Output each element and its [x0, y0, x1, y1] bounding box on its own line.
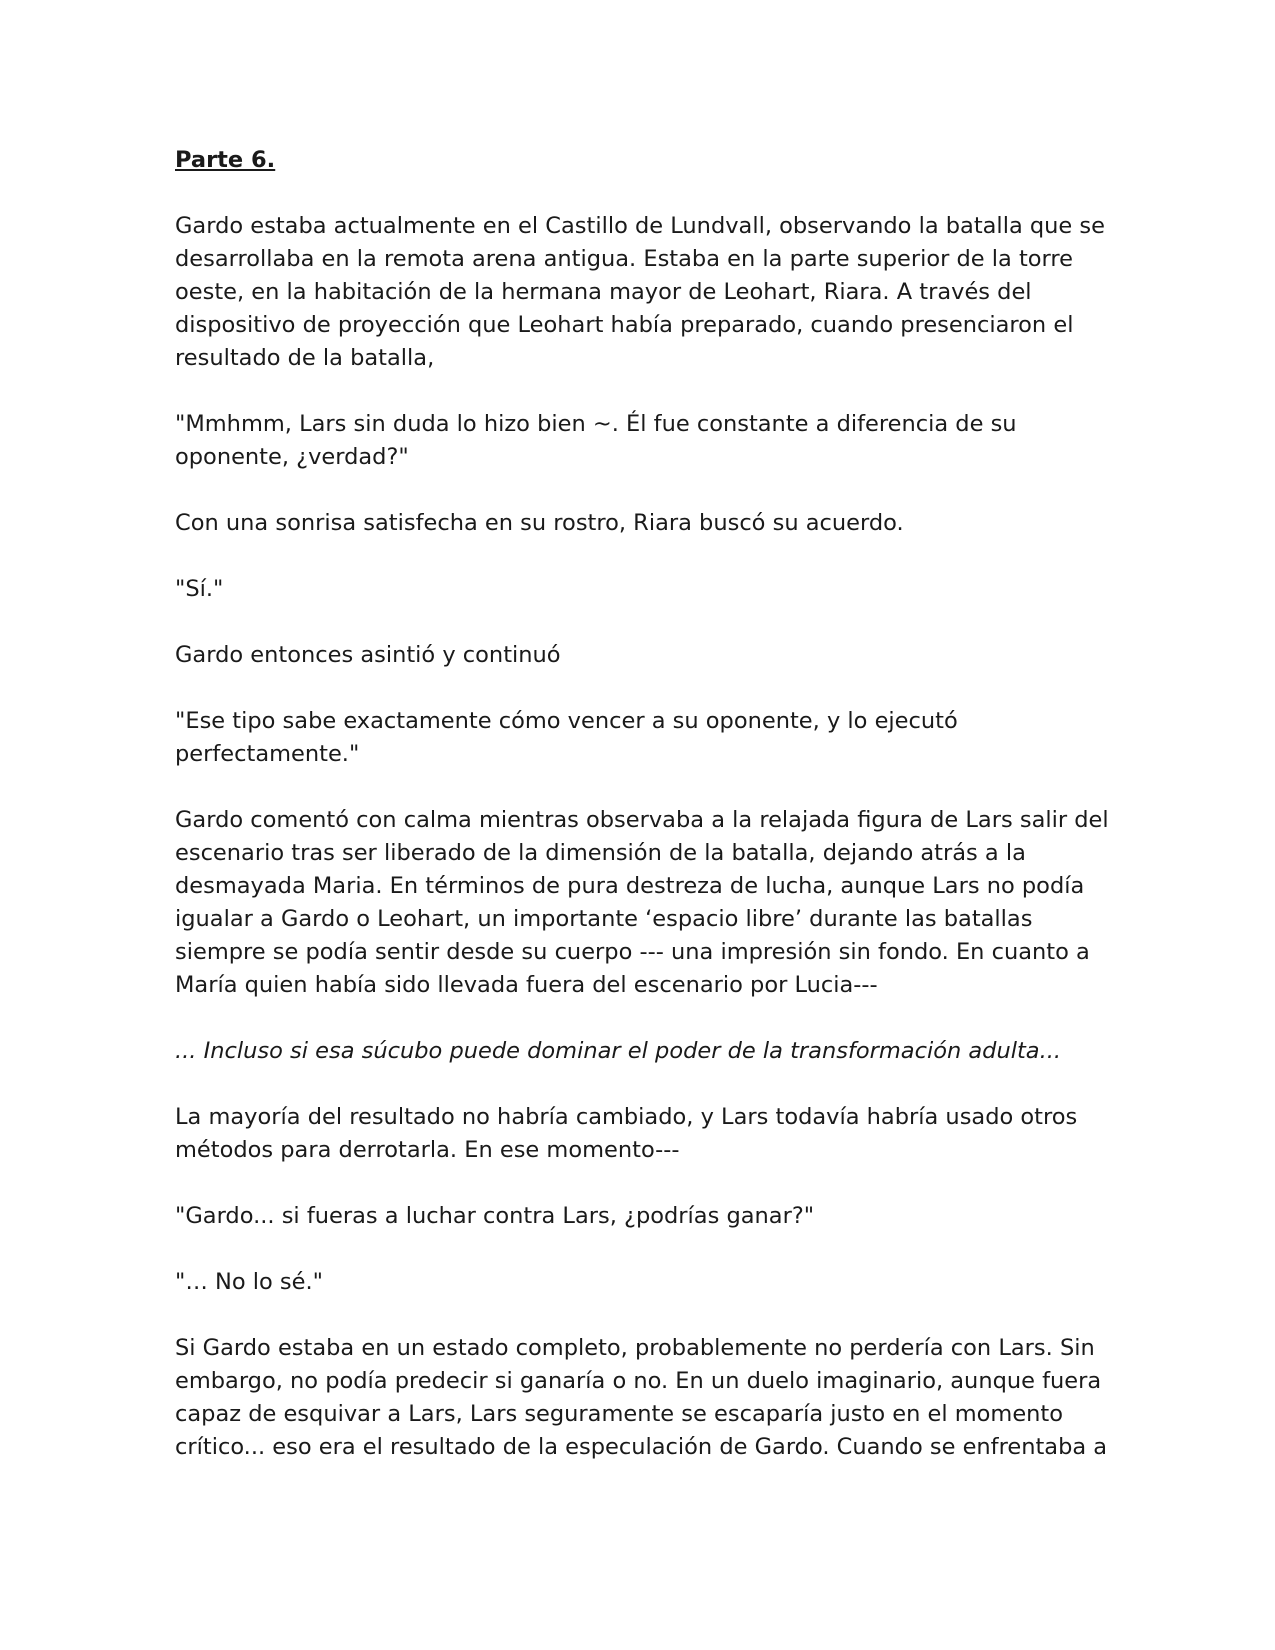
text-line: "Gardo... si fueras a luchar contra Lars, ¿podrías ganar?"	[175, 1203, 815, 1229]
text-line: escenario tras ser liberado de la dimensión de la batalla, dejando atrás a la	[175, 840, 1026, 866]
text-line: "Mmhmm, Lars sin duda lo hizo bien ~. Él fue constante a diferencia de su	[175, 411, 1017, 437]
paragraph	[175, 1332, 1108, 1464]
text-line: "Sí."	[175, 576, 224, 602]
text-line: María quien había sido llevada fuera del escenario por Lucia---	[175, 972, 878, 998]
paragraph	[175, 804, 1109, 1002]
text-line: "… No lo sé."	[175, 1269, 323, 1295]
text-line: La mayoría del resultado no habría cambiado, y Lars todavía habría usado otros	[175, 1104, 1078, 1130]
paragraph	[175, 1266, 1095, 1299]
text-line: igualar a Gardo o Leohart, un importante ‘espacio libre’ durante las batallas	[175, 906, 1033, 932]
paragraph	[175, 1200, 1095, 1233]
paragraph	[175, 705, 1095, 771]
text-line: métodos para derrotarla. En ese momento---	[175, 1137, 680, 1163]
text-line: Con una sonrisa satisfecha en su rostro, Riara buscó su acuerdo.	[175, 510, 904, 536]
text-line: "Ese tipo sabe exactamente cómo vencer a su oponente, y lo ejecutó	[175, 708, 958, 734]
text-line: siempre se podía sentir desde su cuerpo --- una impresión sin fondo. En cuanto a	[175, 939, 1090, 965]
text-line: crítico... eso era el resultado de la especulación de Gardo. Cuando se enfrentaba a	[175, 1434, 1108, 1460]
text-line: Gardo comentó con calma mientras observaba a la relajada figura de Lars salir del	[175, 807, 1109, 833]
paragraph	[175, 408, 1095, 474]
text-line: Gardo estaba actualmente en el Castillo de Lundvall, observando la batalla que se	[175, 213, 1105, 239]
paragraph	[175, 1101, 1095, 1167]
text-line: perfectamente."	[175, 741, 360, 767]
section-heading: Parte 6.	[175, 147, 276, 173]
paragraph	[175, 507, 1095, 540]
text-line: embargo, no podía predecir si ganaría o no. En un duelo imaginario, aunque fuera	[175, 1368, 1102, 1394]
paragraph	[175, 1035, 1095, 1068]
paragraph	[175, 639, 1095, 672]
text-line: dispositivo de proyección que Leohart había preparado, cuando presenciaron el	[175, 312, 1074, 338]
text-line: Gardo entonces asintió y continuó	[175, 642, 561, 668]
text-line: desarrollaba en la remota arena antigua. Estaba en la parte superior de la torre	[175, 246, 1074, 272]
text-line: ... Incluso si esa súcubo puede dominar el poder de la transformación adulta...	[175, 1038, 1062, 1064]
text-line: oeste, en la habitación de la hermana mayor de Leohart, Riara. A través del	[175, 279, 1032, 305]
text-line: capaz de esquivar a Lars, Lars seguramente se escaparía justo en el momento	[175, 1401, 1064, 1427]
document-body	[175, 144, 1109, 1497]
text-line: oponente, ¿verdad?"	[175, 444, 409, 470]
text-line: resultado de la batalla,	[175, 345, 435, 371]
paragraph	[175, 210, 1105, 375]
text-line: Si Gardo estaba en un estado completo, probablemente no perdería con Lars. Sin	[175, 1335, 1095, 1361]
text-line: desmayada Maria. En términos de pura destreza de lucha, aunque Lars no podía	[175, 873, 1085, 899]
paragraph-list	[175, 210, 1109, 1464]
paragraph	[175, 573, 1095, 606]
